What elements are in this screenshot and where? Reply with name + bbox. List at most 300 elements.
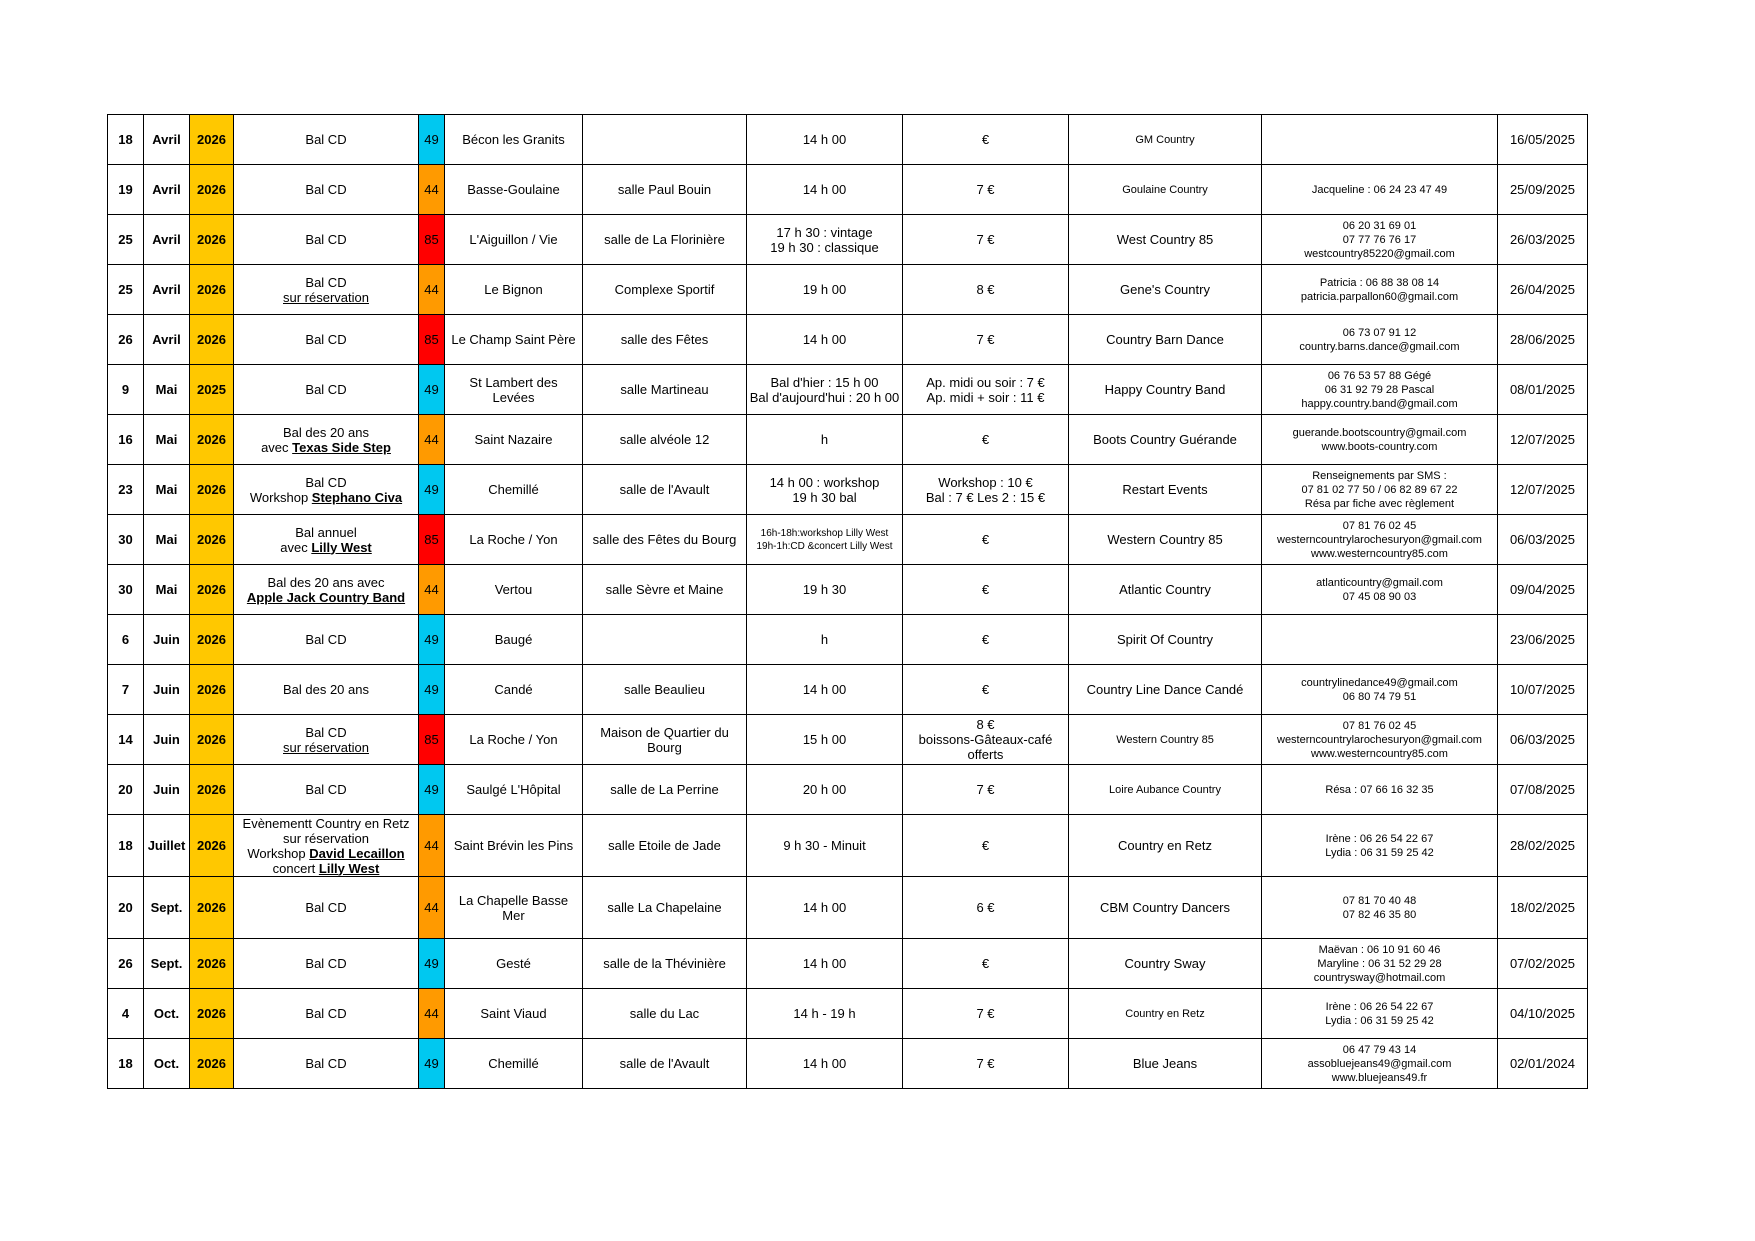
venue-line: salle Beaulieu [624, 682, 705, 697]
contact-line: countrylinedance49@gmail.com [1301, 676, 1458, 689]
organizer-cell: Country Line Dance Candé [1069, 665, 1262, 715]
day-cell: 26 [108, 939, 144, 989]
event-line [236, 132, 416, 147]
table-row [108, 515, 1588, 565]
event-text: Bal CD [305, 132, 347, 147]
venue-line: salle de La Florinière [604, 232, 725, 247]
month-cell: Oct. [144, 989, 190, 1039]
department-cell: 85 [419, 315, 445, 365]
city-cell: Chemillé [445, 465, 583, 515]
event-line [236, 232, 416, 247]
event-text: Workshop [247, 845, 310, 861]
contact-cell [1262, 315, 1498, 365]
month-cell: Oct. [144, 1039, 190, 1089]
venue-cell [583, 939, 747, 989]
event-cell [234, 939, 419, 989]
city-cell: Le Champ Saint Père [445, 315, 583, 365]
event-line [236, 861, 416, 876]
event-text: sur réservation [283, 830, 369, 846]
table-row [108, 465, 1588, 515]
table-row [108, 815, 1588, 877]
contact-line: westcountry85220@gmail.com [1304, 247, 1455, 260]
event-cell [234, 877, 419, 939]
year-cell: 2026 [190, 1039, 234, 1089]
contact-line: 07 82 46 35 80 [1342, 908, 1417, 921]
price-cell [903, 215, 1069, 265]
contact-cell [1262, 365, 1498, 415]
contact-line: www.westerncountry85.com [1311, 747, 1448, 760]
contact-line: Renseignements par SMS : [1312, 469, 1447, 482]
table-row [108, 939, 1588, 989]
event-text: Bal CD [305, 1056, 347, 1071]
venue-line: salle Paul Bouin [617, 182, 712, 197]
venue-cell [583, 765, 747, 815]
time-cell [747, 465, 903, 515]
city-cell: Saint Viaud [445, 989, 583, 1039]
table-row [108, 665, 1588, 715]
price-line: € [981, 682, 990, 697]
time-line: 19 h 30 bal [792, 489, 857, 505]
city-cell: Bécon les Granits [445, 115, 583, 165]
venue-cell [583, 565, 747, 615]
events-table [107, 114, 1588, 1089]
price-cell [903, 665, 1069, 715]
time-cell [747, 615, 903, 665]
department-cell: 49 [419, 939, 445, 989]
event-cell [234, 765, 419, 815]
time-cell [747, 115, 903, 165]
contact-line: Lydia : 06 31 59 25 42 [1325, 1014, 1434, 1027]
city-cell: Saint Brévin les Pins [445, 815, 583, 877]
department-cell: 49 [419, 365, 445, 415]
event-line [236, 332, 416, 347]
department-cell: 44 [419, 265, 445, 315]
city-cell: Chemillé [445, 1039, 583, 1089]
table-row [108, 877, 1588, 939]
organizer-cell: GM Country [1069, 115, 1262, 165]
contact-line: 07 77 76 76 17 [1342, 233, 1417, 246]
contact-line: www.westerncountry85.com [1311, 547, 1448, 560]
price-cell [903, 989, 1069, 1039]
table-row [108, 715, 1588, 765]
time-line: Bal d'hier : 15 h 00 [770, 374, 879, 390]
event-cell [234, 115, 419, 165]
price-cell [903, 265, 1069, 315]
event-line [236, 831, 416, 846]
venue-cell [583, 1039, 747, 1089]
time-line: 9 h 30 - Minuit [783, 838, 866, 853]
event-text: Bal CD [305, 382, 347, 397]
price-cell [903, 365, 1069, 415]
event-text: avec [261, 439, 293, 455]
updated-date-cell: 06/03/2025 [1498, 715, 1588, 765]
department-cell: 49 [419, 1039, 445, 1089]
event-line [236, 1006, 416, 1021]
venue-line: salle alvéole 12 [619, 432, 710, 447]
event-text: Bal CD [305, 900, 347, 915]
month-cell: Avril [144, 165, 190, 215]
month-cell: Mai [144, 565, 190, 615]
month-cell: Mai [144, 365, 190, 415]
event-line [236, 725, 416, 740]
event-cell [234, 715, 419, 765]
contact-line: guerande.bootscountry@gmail.com [1292, 426, 1467, 439]
venue-line: Bourg [647, 739, 682, 755]
updated-date-cell: 09/04/2025 [1498, 565, 1588, 615]
contact-line: Maëvan : 06 10 91 60 46 [1318, 943, 1441, 956]
day-cell: 25 [108, 215, 144, 265]
year-cell: 2026 [190, 315, 234, 365]
department-cell: 44 [419, 565, 445, 615]
contact-line: 06 20 31 69 01 [1342, 219, 1417, 232]
contact-line: 06 76 53 57 88 Gégé [1327, 369, 1432, 382]
city-cell: L'Aiguillon / Vie [445, 215, 583, 265]
event-text: Bal des 20 ans [282, 424, 369, 440]
contact-cell [1262, 1039, 1498, 1089]
contact-line: Patricia : 06 88 38 08 14 [1319, 276, 1440, 289]
contact-line: country.barns.dance@gmail.com [1299, 340, 1460, 353]
time-line: 14 h 00 [802, 900, 847, 915]
time-cell [747, 215, 903, 265]
contact-line: assobluejeans49@gmail.com [1307, 1057, 1452, 1070]
year-cell: 2026 [190, 615, 234, 665]
table-row [108, 615, 1588, 665]
event-text: Evènementt Country en Retz [242, 815, 410, 831]
department-cell: 85 [419, 715, 445, 765]
year-cell: 2026 [190, 815, 234, 877]
department-cell: 44 [419, 989, 445, 1039]
month-cell: Mai [144, 465, 190, 515]
event-line [236, 525, 416, 540]
price-line: € [981, 532, 990, 547]
venue-line: salle Martineau [620, 382, 709, 397]
updated-date-cell: 02/01/2024 [1498, 1039, 1588, 1089]
contact-line: 07 81 76 02 45 [1342, 519, 1417, 532]
event-cell [234, 365, 419, 415]
venue-line: salle de la Thévinière [603, 956, 726, 971]
price-cell [903, 115, 1069, 165]
event-text: Workshop [249, 489, 312, 505]
event-line [236, 425, 416, 440]
table-row [108, 315, 1588, 365]
day-cell: 25 [108, 265, 144, 315]
event-line [236, 182, 416, 197]
time-cell [747, 1039, 903, 1089]
updated-date-cell: 16/05/2025 [1498, 115, 1588, 165]
month-cell: Sept. [144, 939, 190, 989]
event-text: Bal des 20 ans [282, 682, 369, 697]
city-cell: La Chapelle Basse Mer [445, 877, 583, 939]
day-cell: 23 [108, 465, 144, 515]
table-row [108, 565, 1588, 615]
table-row [108, 1039, 1588, 1089]
time-line: 14 h 00 [802, 132, 847, 147]
time-cell [747, 265, 903, 315]
city-cell: La Roche / Yon [445, 515, 583, 565]
day-cell: 18 [108, 1039, 144, 1089]
day-cell: 26 [108, 315, 144, 365]
contact-line: Résa par fiche avec règlement [1304, 497, 1455, 510]
organizer-cell: Country Barn Dance [1069, 315, 1262, 365]
year-cell: 2026 [190, 665, 234, 715]
department-cell: 44 [419, 165, 445, 215]
time-line: 14 h 00 [802, 682, 847, 697]
table-row [108, 365, 1588, 415]
contact-cell [1262, 265, 1498, 315]
updated-date-cell: 28/06/2025 [1498, 315, 1588, 365]
time-line: 14 h 00 : workshop [769, 474, 880, 490]
time-line: 14 h 00 [802, 332, 847, 347]
venue-cell [583, 615, 747, 665]
price-cell [903, 939, 1069, 989]
event-cell [234, 565, 419, 615]
contact-cell [1262, 665, 1498, 715]
department-cell: 85 [419, 215, 445, 265]
price-line: 7 € [976, 182, 995, 197]
city-cell: La Roche / Yon [445, 715, 583, 765]
month-cell: Avril [144, 265, 190, 315]
event-line [236, 490, 416, 505]
contact-cell [1262, 415, 1498, 465]
price-cell [903, 315, 1069, 365]
price-cell [903, 515, 1069, 565]
price-line: Ap. midi ou soir : 7 € [926, 374, 1045, 390]
price-cell [903, 415, 1069, 465]
time-cell [747, 665, 903, 715]
month-cell: Juillet [144, 815, 190, 877]
event-cell [234, 615, 419, 665]
venue-line: salle La Chapelaine [607, 900, 722, 915]
year-cell: 2026 [190, 165, 234, 215]
event-cell [234, 815, 419, 877]
updated-date-cell: 10/07/2025 [1498, 665, 1588, 715]
venue-cell [583, 265, 747, 315]
year-cell: 2026 [190, 715, 234, 765]
event-text: Bal CD [305, 1006, 347, 1021]
contact-line: 06 80 74 79 51 [1342, 690, 1417, 703]
artist-name: Apple Jack Country Band [246, 589, 406, 605]
event-line [236, 590, 416, 605]
price-line: € [981, 132, 990, 147]
venue-cell [583, 215, 747, 265]
contact-cell [1262, 115, 1498, 165]
organizer-cell: Blue Jeans [1069, 1039, 1262, 1089]
price-line: offerts [967, 747, 1004, 762]
event-cell [234, 215, 419, 265]
venue-cell [583, 877, 747, 939]
time-line: 14 h 00 [802, 182, 847, 197]
event-text: Bal CD [305, 332, 347, 347]
year-cell: 2025 [190, 365, 234, 415]
event-text: sur réservation [283, 739, 369, 755]
organizer-cell: Country Sway [1069, 939, 1262, 989]
day-cell: 4 [108, 989, 144, 1039]
month-cell: Avril [144, 215, 190, 265]
venue-line: Complexe Sportif [614, 282, 715, 297]
updated-date-cell: 23/06/2025 [1498, 615, 1588, 665]
day-cell: 30 [108, 565, 144, 615]
department-cell: 44 [419, 877, 445, 939]
venue-line: salle du Lac [629, 1006, 700, 1021]
organizer-cell: Gene's Country [1069, 265, 1262, 315]
time-cell [747, 815, 903, 877]
contact-line: www.bluejeans49.fr [1331, 1071, 1428, 1084]
price-line: € [981, 956, 990, 971]
contact-line: 07 81 02 77 50 / 06 82 89 67 22 [1301, 483, 1458, 496]
event-line [236, 816, 416, 831]
city-cell: Baugé [445, 615, 583, 665]
updated-date-cell: 06/03/2025 [1498, 515, 1588, 565]
artist-name: Lilly West [311, 539, 372, 555]
venue-line: Maison de Quartier du [600, 724, 729, 740]
updated-date-cell: 04/10/2025 [1498, 989, 1588, 1039]
updated-date-cell: 07/02/2025 [1498, 939, 1588, 989]
price-line: boissons-Gâteaux-café [918, 732, 1053, 747]
department-cell: 49 [419, 615, 445, 665]
contact-line: Jacqueline : 06 24 23 47 49 [1311, 183, 1448, 196]
event-text: avec [280, 539, 312, 555]
artist-name: Stephano Civa [311, 489, 403, 505]
month-cell: Juin [144, 615, 190, 665]
time-line: 14 h 00 [802, 1056, 847, 1071]
table-row [108, 765, 1588, 815]
contact-cell [1262, 465, 1498, 515]
time-line: 20 h 00 [802, 782, 847, 797]
year-cell: 2026 [190, 415, 234, 465]
contact-line: 06 31 92 79 28 Pascal [1324, 383, 1435, 396]
organizer-cell: Atlantic Country [1069, 565, 1262, 615]
contact-line: 07 81 70 40 48 [1342, 894, 1417, 907]
time-line: 19 h 30 [802, 582, 847, 597]
venue-cell [583, 415, 747, 465]
day-cell: 30 [108, 515, 144, 565]
day-cell: 7 [108, 665, 144, 715]
price-cell [903, 1039, 1069, 1089]
price-line: € [981, 432, 990, 447]
venue-cell [583, 815, 747, 877]
time-line: 15 h 00 [802, 732, 847, 747]
time-line: 16h-18h:workshop Lilly West [760, 527, 889, 539]
table-row [108, 415, 1588, 465]
updated-date-cell: 26/03/2025 [1498, 215, 1588, 265]
time-line: h [820, 632, 829, 647]
organizer-cell: Western Country 85 [1069, 515, 1262, 565]
contact-line: www.boots-country.com [1321, 440, 1438, 453]
day-cell: 19 [108, 165, 144, 215]
time-cell [747, 939, 903, 989]
contact-cell [1262, 989, 1498, 1039]
price-cell [903, 815, 1069, 877]
contact-cell [1262, 815, 1498, 877]
time-line: 19 h 00 [802, 282, 847, 297]
time-cell [747, 315, 903, 365]
time-line: Bal d'aujourd'hui : 20 h 00 [749, 389, 900, 405]
contact-line: Résa : 07 66 16 32 35 [1325, 783, 1434, 796]
organizer-cell: Country en Retz [1069, 989, 1262, 1039]
day-cell: 20 [108, 877, 144, 939]
table-row [108, 215, 1588, 265]
year-cell: 2026 [190, 765, 234, 815]
venue-cell [583, 665, 747, 715]
price-line: 7 € [976, 332, 995, 347]
price-cell [903, 615, 1069, 665]
artist-name: Texas Side Step [292, 439, 391, 455]
contact-line: Irène : 06 26 54 22 67 [1325, 832, 1434, 845]
time-cell [747, 365, 903, 415]
event-text: Bal CD [305, 956, 347, 971]
time-line: 14 h - 19 h [793, 1006, 856, 1021]
event-line [236, 956, 416, 971]
event-line [236, 575, 416, 590]
city-cell: St Lambert des Levées [445, 365, 583, 415]
venue-cell [583, 165, 747, 215]
price-cell [903, 165, 1069, 215]
price-line: € [981, 632, 990, 647]
event-line [236, 540, 416, 555]
contact-cell [1262, 215, 1498, 265]
event-line [236, 275, 416, 290]
venue-cell [583, 365, 747, 415]
event-line [236, 682, 416, 697]
venue-line: salle Sèvre et Maine [605, 582, 724, 597]
year-cell: 2026 [190, 989, 234, 1039]
event-line [236, 440, 416, 455]
month-cell: Mai [144, 515, 190, 565]
event-line [236, 475, 416, 490]
year-cell: 2026 [190, 515, 234, 565]
contact-line: 06 73 07 91 12 [1342, 326, 1417, 339]
event-line [236, 740, 416, 755]
artist-name: David Lecaillon [309, 845, 405, 861]
year-cell: 2026 [190, 939, 234, 989]
contact-line: 06 47 79 43 14 [1342, 1043, 1417, 1056]
contact-cell [1262, 715, 1498, 765]
price-line: Workshop : 10 € [938, 474, 1033, 490]
venue-cell [583, 115, 747, 165]
department-cell: 49 [419, 765, 445, 815]
year-cell: 2026 [190, 115, 234, 165]
time-line: 17 h 30 : vintage [776, 224, 873, 240]
price-line: 8 € [976, 717, 995, 732]
contact-line: atlanticountry@gmail.com [1316, 576, 1443, 589]
organizer-cell: Boots Country Guérande [1069, 415, 1262, 465]
contact-cell [1262, 565, 1498, 615]
month-cell: Juin [144, 715, 190, 765]
event-line [236, 382, 416, 397]
price-cell [903, 765, 1069, 815]
event-text: Bal annuel [295, 524, 357, 540]
time-line: 19 h 30 : classique [770, 239, 879, 255]
price-cell [903, 565, 1069, 615]
table-row [108, 989, 1588, 1039]
price-line: 7 € [976, 1056, 995, 1071]
department-cell: 44 [419, 815, 445, 877]
organizer-cell: Western Country 85 [1069, 715, 1262, 765]
contact-cell [1262, 515, 1498, 565]
contact-line: patricia.parpallon60@gmail.com [1300, 290, 1459, 303]
price-cell [903, 715, 1069, 765]
year-cell: 2026 [190, 565, 234, 615]
day-cell: 16 [108, 415, 144, 465]
venue-line: salle de l'Avault [619, 482, 710, 497]
event-cell [234, 1039, 419, 1089]
organizer-cell: Happy Country Band [1069, 365, 1262, 415]
updated-date-cell: 25/09/2025 [1498, 165, 1588, 215]
organizer-cell: CBM Country Dancers [1069, 877, 1262, 939]
organizer-cell: Restart Events [1069, 465, 1262, 515]
event-cell [234, 515, 419, 565]
price-line: € [981, 838, 990, 853]
